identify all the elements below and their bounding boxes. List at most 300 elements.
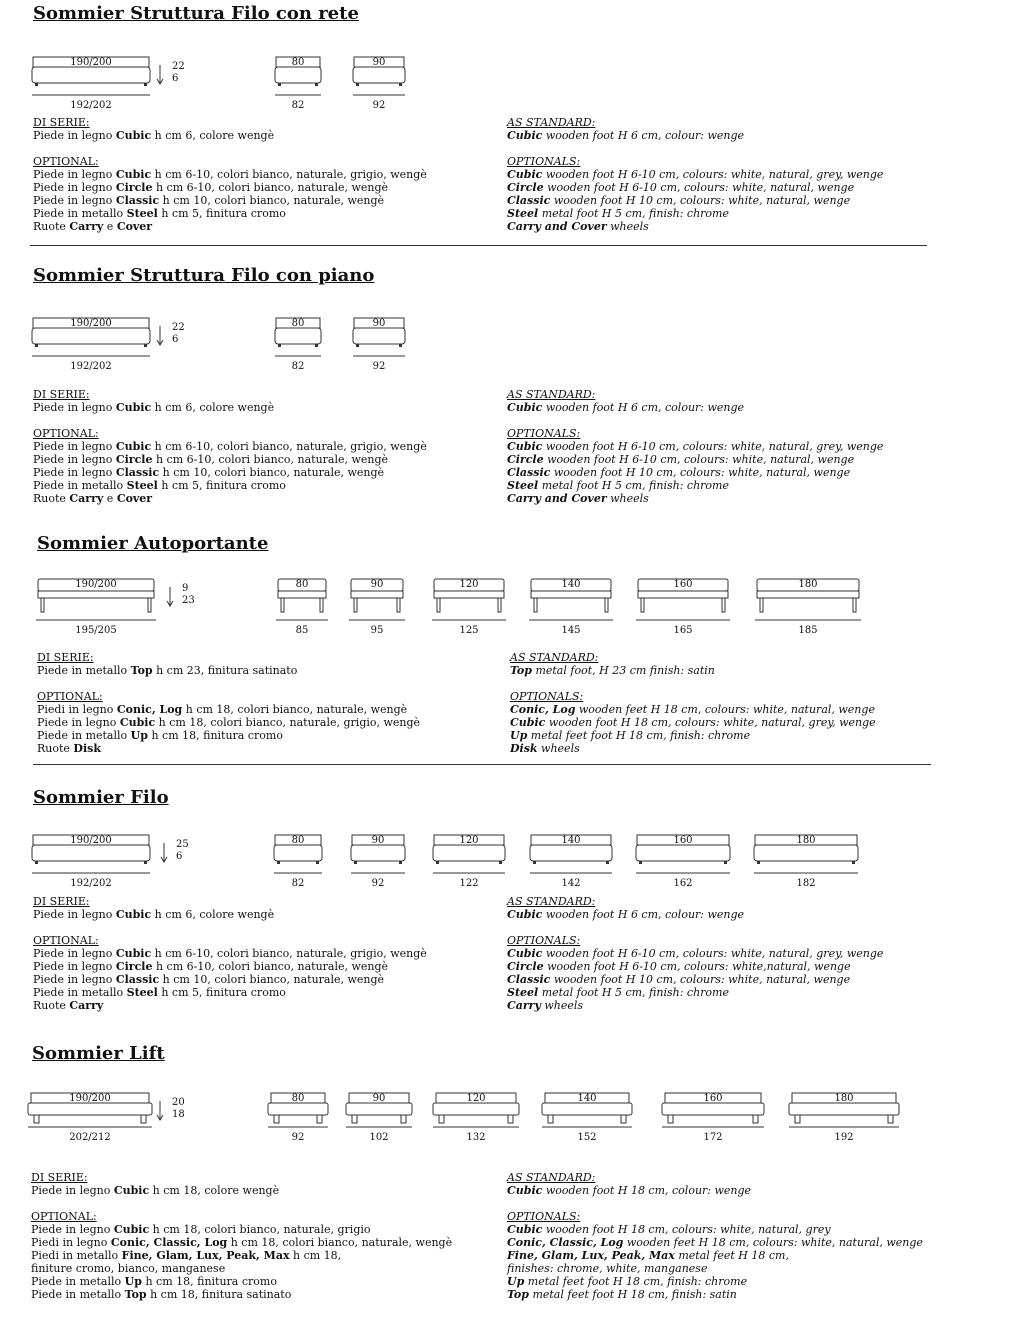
optional-item	[507, 973, 883, 986]
spec-text: Piede in legno	[33, 908, 116, 921]
front-nominal-width: 90	[370, 579, 384, 590]
model-name: Top	[124, 1288, 147, 1301]
spec-text: wooden foot H 6-10 cm, colours: white, natural, grey, wenge	[542, 947, 884, 960]
model-name: Up	[507, 1275, 525, 1288]
spec-text: h cm 10, colori bianco, naturale, wengè	[159, 973, 385, 986]
optional-heading: OPTIONAL:	[33, 934, 99, 947]
front-nominal-width: 140	[561, 835, 581, 846]
spec-text: h cm 18, colori bianco, naturale, wengè	[227, 1236, 453, 1249]
spec-text: Piede in legno	[33, 401, 116, 414]
front-view-diagram	[636, 579, 730, 636]
model-name: Cubic	[115, 168, 152, 181]
spec-text: metal feet foot H 18 cm, finish: chrome	[524, 1275, 748, 1288]
front-nominal-width: 80	[291, 57, 305, 68]
english-specs	[507, 116, 883, 233]
spec-text: h cm 10, colori bianco, naturale, wengè	[159, 194, 385, 207]
model-name: Carry	[69, 492, 104, 505]
side-overall-width: 195/205	[75, 625, 117, 636]
side-view-diagram	[32, 835, 150, 889]
front-overall-width: 92	[371, 878, 385, 889]
model-name: Up	[130, 729, 148, 742]
model-name: Classic	[115, 194, 160, 207]
spec-text: h cm 6-10, colori bianco, naturale, wengè	[152, 181, 389, 194]
optional-item	[507, 999, 883, 1012]
spec-text: Ruote	[33, 492, 70, 505]
side-overall-width: 192/202	[70, 100, 112, 111]
optional-item	[507, 466, 883, 479]
spec-text: h cm 6-10, colori bianco, naturale, grigio, wengè	[151, 168, 427, 181]
spec-text: Piede in metallo	[31, 1275, 125, 1288]
model-name: Steel	[126, 207, 158, 220]
model-name: Cubic	[115, 401, 152, 414]
spec-text: e	[103, 492, 117, 505]
spec-text: wooden foot H 6-10 cm, colours: white,natural, wenge	[543, 960, 851, 973]
optional-item	[37, 742, 420, 755]
front-overall-width: 92	[291, 1132, 305, 1143]
model-name: Cubic	[510, 716, 546, 729]
model-name: Cubic	[115, 908, 152, 921]
optional-item	[33, 440, 427, 453]
spec-text: finiture cromo, bianco, manganese	[31, 1262, 226, 1275]
model-name: Conic, Log	[116, 703, 183, 716]
height-value-bottom: 18	[172, 1109, 185, 1120]
model-name: Disk	[510, 742, 538, 755]
model-name: Top	[130, 664, 153, 677]
front-view-diagram	[789, 1093, 899, 1143]
front-nominal-width: 90	[372, 1093, 386, 1104]
optional-heading: OPTIONALS:	[507, 155, 581, 168]
front-overall-width: 82	[291, 100, 305, 111]
front-nominal-width: 180	[798, 579, 818, 590]
front-overall-width: 145	[561, 625, 581, 636]
optional-item	[510, 742, 876, 755]
model-name: Top	[507, 1288, 529, 1301]
front-nominal-width: 90	[372, 57, 386, 68]
spacer	[507, 414, 883, 427]
height-value-top: 25	[176, 839, 189, 850]
spec-text: h cm 5, finitura cromo	[157, 207, 286, 220]
front-overall-width: 132	[466, 1132, 486, 1143]
optional-item	[33, 466, 427, 479]
spec-text: Piede in legno	[33, 129, 116, 142]
optional-item	[31, 1236, 452, 1249]
model-name: Circle	[507, 181, 544, 194]
front-overall-width: 182	[796, 878, 816, 889]
standard-heading: AS STANDARD:	[507, 388, 596, 401]
front-view-diagram	[275, 318, 321, 372]
model-name: Carry and Cover	[507, 492, 607, 505]
english-specs	[507, 895, 883, 1012]
spec-text: Piede in legno	[31, 1184, 114, 1197]
front-overall-width: 162	[673, 878, 693, 889]
spec-text: Ruote	[33, 220, 70, 233]
standard-heading: AS STANDARD:	[507, 895, 596, 908]
standard-item	[33, 908, 427, 921]
optional-item	[33, 973, 427, 986]
optional-item	[33, 168, 427, 181]
front-overall-width: 185	[798, 625, 818, 636]
optional-heading: OPTIONAL:	[33, 427, 99, 440]
italian-specs	[37, 651, 420, 755]
side-overall-width: 202/212	[69, 1132, 111, 1143]
spec-text: wooden foot H 6 cm, colour: wenge	[542, 129, 745, 142]
section-title: Sommier Struttura Filo con rete	[33, 3, 359, 24]
front-overall-width: 85	[295, 625, 309, 636]
front-view-diagram	[530, 835, 612, 889]
spec-text: wooden foot H 18 cm, colours: white, natural, grey	[542, 1223, 831, 1236]
spec-text: Piede in legno	[33, 194, 116, 207]
front-overall-width: 122	[459, 878, 479, 889]
standard-heading: AS STANDARD:	[507, 116, 596, 129]
optional-item	[507, 168, 883, 181]
side-view-diagram	[32, 318, 150, 372]
standard-item	[507, 1184, 923, 1197]
section-title: Sommier Filo	[33, 787, 169, 808]
optional-item	[33, 492, 427, 505]
optional-item	[507, 207, 883, 220]
product-section	[0, 262, 1036, 532]
optional-item	[507, 947, 883, 960]
spec-text: h cm 18, colori bianco, naturale, wengè	[182, 703, 408, 716]
model-name: Classic	[507, 973, 551, 986]
front-view-diagram	[276, 579, 328, 636]
spec-text: Piede in legno	[33, 168, 116, 181]
front-overall-width: 125	[459, 625, 479, 636]
spec-text: wooden foot H 6-10 cm, colours: white, natural, wenge	[543, 181, 855, 194]
model-name: Cubic	[507, 1184, 543, 1197]
spec-text: h cm 18, finitura cromo	[141, 1275, 277, 1288]
spacer	[33, 414, 427, 427]
spec-text: wooden foot H 6-10 cm, colours: white, natural, grey, wenge	[542, 168, 884, 181]
spec-text: Piedi in legno	[37, 703, 117, 716]
spec-text: h cm 18, finitura cromo	[147, 729, 283, 742]
front-view-diagram	[755, 579, 861, 636]
spec-text: wooden foot H 10 cm, colours: white, natural, wenge	[550, 194, 851, 207]
front-nominal-width: 140	[561, 579, 581, 590]
optional-item	[31, 1275, 452, 1288]
model-name: Cubic	[507, 440, 543, 453]
spec-text: Piede in legno	[33, 181, 116, 194]
product-section	[0, 1040, 1036, 1310]
height-value-top: 22	[172, 61, 185, 72]
optional-item	[33, 453, 427, 466]
spec-text: metal foot H 5 cm, finish: chrome	[538, 479, 729, 492]
front-nominal-width: 90	[371, 835, 385, 846]
front-overall-width: 102	[369, 1132, 389, 1143]
optional-item	[507, 1288, 923, 1301]
model-name: Up	[124, 1275, 142, 1288]
model-name: Cubic	[507, 1223, 543, 1236]
model-name: Disk	[73, 742, 101, 755]
front-nominal-width: 80	[291, 835, 305, 846]
front-nominal-width: 80	[295, 579, 309, 590]
spacer	[507, 921, 883, 934]
spec-text: wooden foot H 6 cm, colour: wenge	[542, 401, 745, 414]
spec-text: wheels	[537, 742, 580, 755]
model-name: Cubic	[115, 440, 152, 453]
spec-text: wooden foot H 10 cm, colours: white, natural, wenge	[550, 466, 851, 479]
front-view-diagram	[351, 835, 405, 889]
spec-text: metal foot H 5 cm, finish: chrome	[538, 986, 729, 999]
front-nominal-width: 140	[577, 1093, 597, 1104]
optional-item	[31, 1223, 452, 1236]
section-title: Sommier Struttura Filo con piano	[33, 265, 375, 286]
spec-text: Piede in legno	[33, 960, 116, 973]
spec-text: Piede in legno	[31, 1223, 114, 1236]
spec-text: h cm 6-10, colori bianco, naturale, grigio, wengè	[151, 440, 427, 453]
side-overall-width: 192/202	[70, 878, 112, 889]
spec-text: Ruote	[37, 742, 74, 755]
spec-text: wheels	[540, 999, 584, 1012]
optional-item	[33, 960, 427, 973]
height-value-top: 20	[172, 1097, 185, 1108]
spec-text: Piede in metallo	[33, 207, 127, 220]
model-name: Steel	[126, 479, 158, 492]
height-value-bottom: 6	[172, 334, 179, 345]
spec-text: Piede in legno	[33, 466, 116, 479]
front-overall-width: 82	[291, 878, 305, 889]
spec-text: Piedi in legno	[31, 1236, 111, 1249]
spec-text: h cm 6, colore wengè	[151, 401, 275, 414]
front-view-diagram	[754, 835, 858, 889]
optional-heading: OPTIONAL:	[33, 155, 99, 168]
spec-text: Piede in metallo	[37, 664, 131, 677]
model-name: Carry and Cover	[507, 220, 607, 233]
model-name: Carry	[507, 999, 541, 1012]
model-name: Top	[510, 664, 532, 677]
spec-text: wheels	[606, 220, 649, 233]
model-name: Fine, Glam, Lux, Peak, Max	[121, 1249, 290, 1262]
section-title: Sommier Lift	[32, 1043, 165, 1064]
optional-item	[37, 716, 420, 729]
spec-text: wheels	[606, 492, 649, 505]
height-value-top: 9	[182, 583, 189, 594]
spec-text: h cm 6-10, colori bianco, naturale, grigio, wengè	[151, 947, 427, 960]
standard-item	[507, 908, 883, 921]
front-nominal-width: 160	[673, 579, 693, 590]
model-name: Cubic	[119, 716, 156, 729]
front-nominal-width: 120	[459, 579, 479, 590]
front-nominal-width: 160	[703, 1093, 723, 1104]
spec-text: finishes: chrome, white, manganese	[507, 1262, 708, 1275]
optional-item	[33, 986, 427, 999]
optional-item	[507, 1262, 923, 1275]
optional-item	[33, 947, 427, 960]
front-nominal-width: 180	[796, 835, 816, 846]
spec-text: Piede in legno	[33, 453, 116, 466]
model-name: Carry	[69, 999, 104, 1012]
standard-heading: DI SERIE:	[37, 651, 94, 664]
front-view-diagram	[662, 1093, 764, 1143]
spec-text: wooden feet H 18 cm, colours: white, natural, wenge	[623, 1236, 923, 1249]
product-section	[0, 530, 1036, 800]
spec-text: h cm 23, finitura satinato	[152, 664, 298, 677]
front-nominal-width: 80	[291, 318, 305, 329]
front-overall-width: 82	[291, 361, 305, 372]
spacer	[33, 921, 427, 934]
spec-text: wooden feet H 18 cm, colours: white, natural, wenge	[575, 703, 875, 716]
model-name: Circle	[507, 960, 544, 973]
spec-text: Piede in metallo	[33, 986, 127, 999]
optional-item	[33, 181, 427, 194]
front-view-diagram	[433, 835, 505, 889]
side-length-label: 190/200	[69, 1093, 111, 1104]
standard-heading: AS STANDARD:	[507, 1171, 596, 1184]
optional-item	[31, 1288, 452, 1301]
standard-item	[507, 129, 883, 142]
model-name: Conic, Log	[510, 703, 576, 716]
optional-item	[507, 492, 883, 505]
front-overall-width: 192	[834, 1132, 854, 1143]
spec-text: h cm 6-10, colori bianco, naturale, wengè	[152, 453, 389, 466]
height-value-bottom: 23	[182, 595, 195, 606]
side-view-diagram	[28, 1093, 152, 1143]
height-value-top: 22	[172, 322, 185, 333]
front-overall-width: 152	[577, 1132, 597, 1143]
front-overall-width: 92	[372, 361, 386, 372]
model-name: Classic	[115, 973, 160, 986]
optional-item	[33, 220, 427, 233]
model-name: Cover	[116, 492, 153, 505]
model-name: Circle	[115, 181, 153, 194]
front-nominal-width: 160	[673, 835, 693, 846]
front-view-diagram	[349, 579, 405, 636]
spec-text: h cm 6, colore wengè	[151, 129, 275, 142]
spec-text: Piede in metallo	[31, 1288, 125, 1301]
optional-item	[507, 986, 883, 999]
front-overall-width: 165	[673, 625, 693, 636]
spacer	[31, 1197, 452, 1210]
spec-text: Piede in metallo	[37, 729, 131, 742]
front-nominal-width: 120	[459, 835, 479, 846]
optional-item	[31, 1262, 452, 1275]
model-name: Cubic	[507, 401, 543, 414]
front-view-diagram	[529, 579, 613, 636]
model-name: Cubic	[507, 947, 543, 960]
spacer	[33, 142, 427, 155]
spec-text: wooden foot H 6 cm, colour: wenge	[542, 908, 745, 921]
standard-item	[507, 401, 883, 414]
side-length-label: 190/200	[70, 318, 112, 329]
model-name: Cubic	[507, 908, 543, 921]
model-name: Cubic	[113, 1184, 150, 1197]
italian-specs	[31, 1171, 452, 1301]
standard-item	[31, 1184, 452, 1197]
spec-text: Piede in metallo	[33, 479, 127, 492]
model-name: Cubic	[113, 1223, 150, 1236]
spacer	[510, 677, 876, 690]
model-name: Classic	[507, 194, 551, 207]
model-name: Carry	[69, 220, 104, 233]
spec-text: h cm 18, finitura satinato	[146, 1288, 292, 1301]
spec-text: h cm 18, colore wengè	[149, 1184, 280, 1197]
optional-heading: OPTIONALS:	[507, 934, 581, 947]
section-divider	[30, 245, 927, 246]
optional-item	[33, 207, 427, 220]
front-overall-width: 172	[703, 1132, 723, 1143]
model-name: Classic	[507, 466, 551, 479]
optional-item	[31, 1249, 452, 1262]
model-name: Circle	[507, 453, 544, 466]
model-name: Cubic	[507, 168, 543, 181]
model-name: Up	[510, 729, 528, 742]
front-nominal-width: 120	[466, 1093, 486, 1104]
front-view-diagram	[432, 579, 506, 636]
standard-item	[33, 401, 427, 414]
front-view-diagram	[274, 835, 322, 889]
spec-text: Piede in legno	[33, 440, 116, 453]
english-specs	[507, 1171, 923, 1301]
spec-text: Ruote	[33, 999, 70, 1012]
model-name: Steel	[507, 986, 539, 999]
standard-heading: AS STANDARD:	[510, 651, 599, 664]
optional-item	[507, 960, 883, 973]
section-title: Sommier Autoportante	[37, 533, 269, 554]
front-view-diagram	[433, 1093, 519, 1143]
optional-item	[507, 453, 883, 466]
spacer	[37, 677, 420, 690]
optional-item	[507, 1249, 923, 1262]
spec-text: Piede in legno	[33, 973, 116, 986]
optional-item	[507, 181, 883, 194]
spec-text: Piedi in metallo	[31, 1249, 122, 1262]
spec-text: h cm 5, finitura cromo	[157, 986, 286, 999]
front-view-diagram	[353, 318, 405, 372]
optional-item	[507, 1236, 923, 1249]
optional-item	[33, 479, 427, 492]
optional-heading: OPTIONAL:	[31, 1210, 97, 1223]
optional-item	[507, 1275, 923, 1288]
optional-item	[507, 1223, 923, 1236]
optional-heading: OPTIONALS:	[510, 690, 584, 703]
model-name: Steel	[507, 479, 539, 492]
standard-heading: DI SERIE:	[33, 116, 90, 129]
front-nominal-width: 90	[372, 318, 386, 329]
spec-text: Piede in legno	[33, 947, 116, 960]
italian-specs	[33, 895, 427, 1012]
front-view-diagram	[346, 1093, 412, 1143]
model-name: Conic, Classic, Log	[507, 1236, 624, 1249]
height-value-bottom: 6	[176, 851, 183, 862]
model-name: Fine, Glam, Lux, Peak, Max	[507, 1249, 675, 1262]
spec-text: h cm 10, colori bianco, naturale, wengè	[159, 466, 385, 479]
product-section	[0, 0, 1036, 270]
side-overall-width: 192/202	[70, 361, 112, 372]
model-name: Cubic	[507, 129, 543, 142]
spec-text: wooden foot H 10 cm, colours: white, natural, wenge	[550, 973, 851, 986]
optional-heading: OPTIONALS:	[507, 427, 581, 440]
spec-text: metal feet foot H 18 cm, finish: chrome	[527, 729, 751, 742]
optional-item	[507, 479, 883, 492]
optional-heading: OPTIONAL:	[37, 690, 103, 703]
spacer	[507, 142, 883, 155]
spec-text: Piede in legno	[37, 716, 120, 729]
spec-text: wooden foot H 6-10 cm, colours: white, natural, grey, wenge	[542, 440, 884, 453]
standard-heading: DI SERIE:	[31, 1171, 88, 1184]
front-view-diagram	[636, 835, 730, 889]
optional-item	[507, 194, 883, 207]
model-name: Steel	[126, 986, 158, 999]
product-section	[0, 784, 1036, 1054]
spec-text: wooden foot H 18 cm, colour: wenge	[542, 1184, 752, 1197]
optional-heading: OPTIONALS:	[507, 1210, 581, 1223]
front-view-diagram	[542, 1093, 632, 1143]
spacer	[507, 1197, 923, 1210]
model-name: Steel	[507, 207, 539, 220]
spec-text: metal foot H 5 cm, finish: chrome	[538, 207, 729, 220]
model-name: Cubic	[115, 129, 152, 142]
model-name: Cubic	[115, 947, 152, 960]
